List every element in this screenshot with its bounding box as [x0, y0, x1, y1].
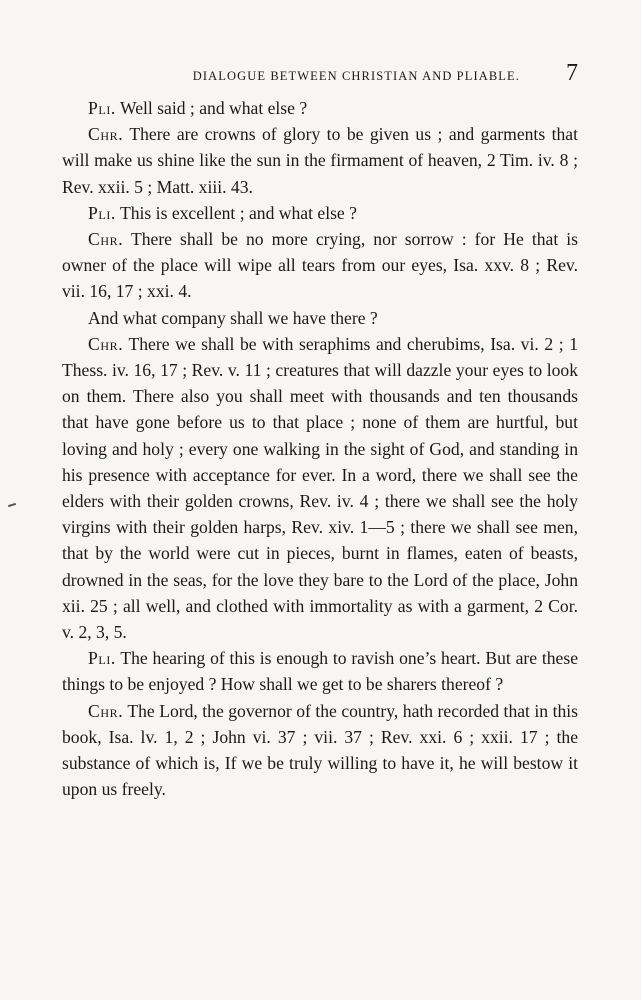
paragraph-text: And what company shall we have there ?	[88, 307, 378, 328]
paragraph	[62, 200, 578, 226]
paragraph-text: The hearing of this is enough to ravish one’s heart. But are these things to be enjoyed ? How shall we get to be sharers thereof ?	[62, 648, 578, 695]
paragraph	[62, 331, 578, 645]
speaker-label: Pli.	[88, 202, 116, 223]
paragraph-text: There are crowns of glory to be given us ; and garments that will make us shine like the sun in the firmament of heaven, 2 Tim. iv. 8 ; Rev. xxii. 5 ; Matt. xiii. 43.	[62, 124, 578, 197]
speaker-label: Chr.	[88, 124, 124, 145]
paragraph-text: This is excellent ; and what else ?	[115, 202, 357, 223]
running-title: DIALOGUE BETWEEN CHRISTIAN AND PLIABLE.	[192, 69, 520, 83]
paragraph-text: Well said ; and what else ?	[115, 98, 308, 118]
paragraph	[62, 95, 578, 121]
paragraph	[62, 226, 578, 305]
paragraph	[62, 645, 578, 697]
page-number: 7	[566, 60, 578, 86]
speaker-label: Chr.	[88, 700, 124, 721]
speaker-label: Chr.	[88, 333, 124, 354]
paragraph	[62, 305, 578, 331]
paragraph	[62, 121, 578, 200]
margin-mark	[8, 503, 16, 507]
speaker-label: Pli.	[88, 98, 116, 118]
speaker-label: Pli.	[88, 648, 116, 669]
running-head	[62, 60, 578, 87]
paragraph-text: There we shall be with seraphims and cherubims, Isa. vi. 2 ; 1 Thess. iv. 16, 17 ; Rev. v. 11 ; creatures that will dazzle your eyes to look on them. There also you shall meet with thousands and ten thousands that have gone before us to that place ; none of them are hurtful, but loving and holy ; every one walking in the sight of God, and standing in his presence with acceptance for ever. In a word, there we shall see the elders with their golden crowns, Rev. iv. 4 ; there we shall see the holy virgins with their golden harps, Rev. xiv. 1—5 ; there we shall see men, that by the world were cut in pieces, burnt in flames, eaten of beasts, drowned in the seas, for the love they bare to the Lord of the place, John xii. 25 ; all well, and clothed with immortality as with a garment, 2 Cor. v. 2, 3, 5.	[62, 333, 578, 643]
paragraph-text: The Lord, the governor of the country, hath recorded that in this book, Isa. lv. 1, 2 ; John vi. 37 ; vii. 37 ; Rev. xxi. 6 ; xxii. 17 ; the substance of which is, If we be truly willing to have it, he will bestow it upon us freely.	[62, 700, 578, 800]
dialogue-text	[62, 95, 578, 802]
paragraph-text: There shall be no more crying, nor sorrow : for He that is owner of the place will wipe all tears from our eyes, Isa. xxv. 8 ; Rev. vii. 16, 17 ; xxi. 4.	[62, 229, 578, 302]
speaker-label: Chr.	[88, 229, 124, 250]
paragraph	[62, 698, 578, 803]
